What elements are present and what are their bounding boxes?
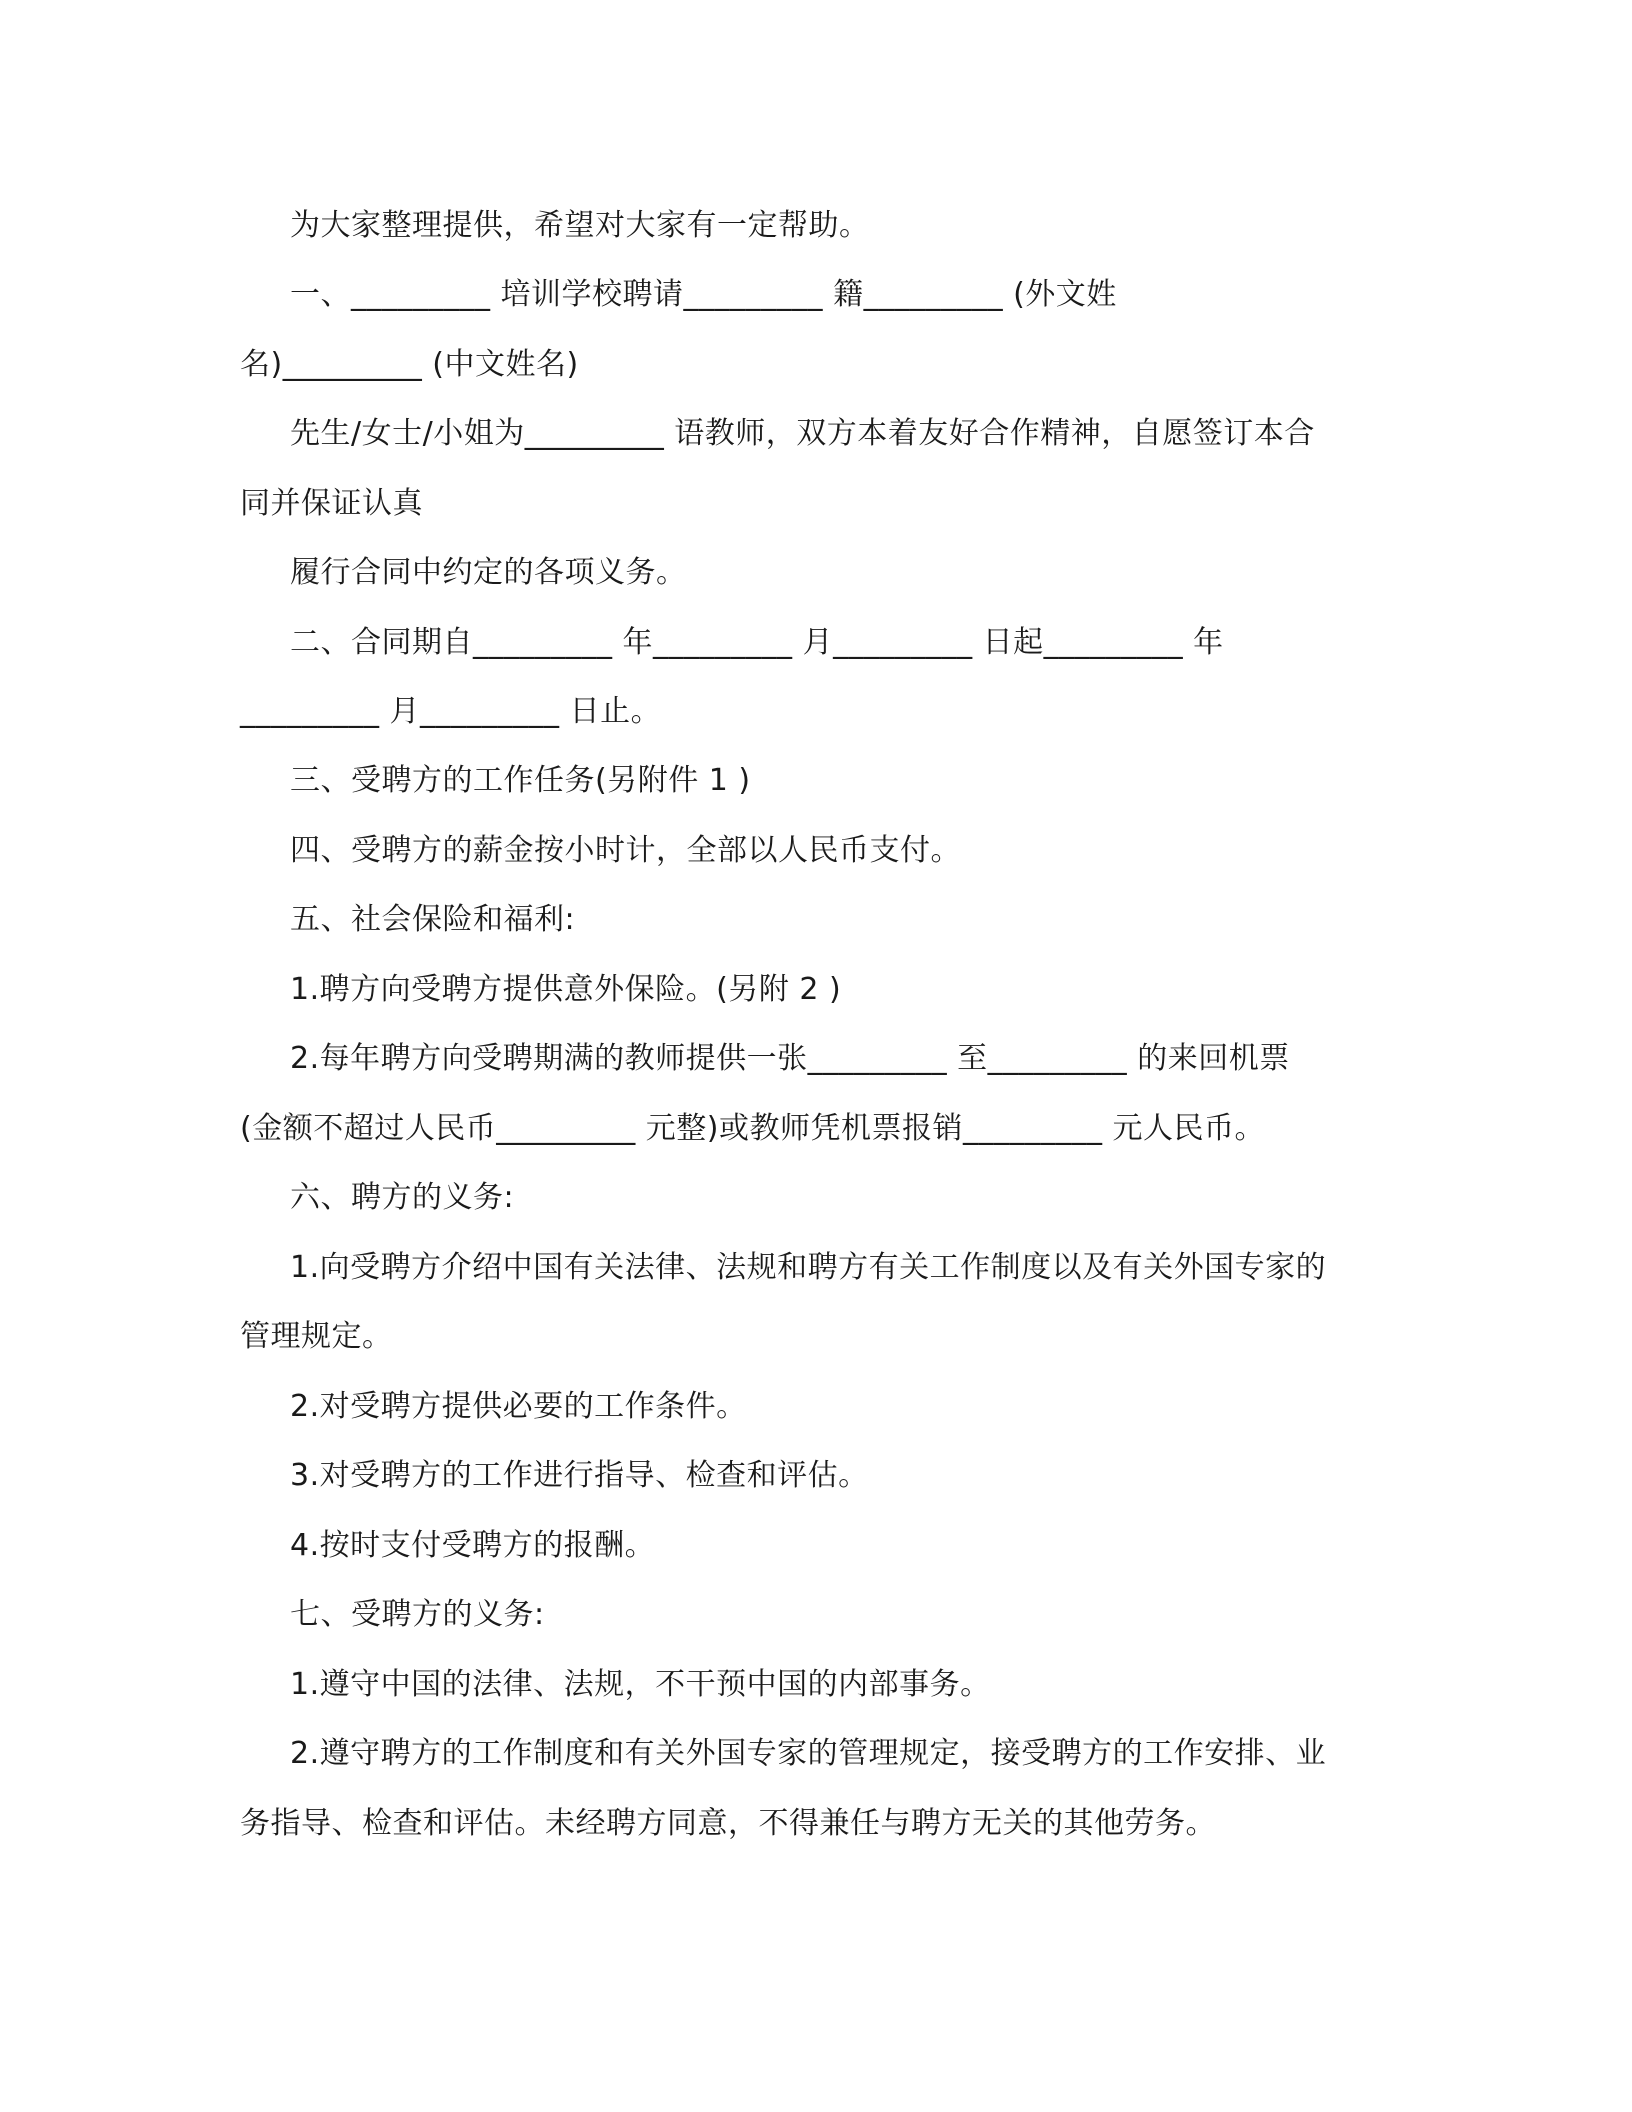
clause-6-item-3: 3.对受聘方的工作进行指导、检查和评估。 [290,1458,869,1493]
intro-line: 为大家整理提供，希望对大家有一定帮助。 [290,208,870,243]
clause-5-item-1: 1.聘方向受聘方提供意外保险。(另附 2 ) [290,972,842,1007]
clause-6-item-4: 4.按时支付受聘方的报酬。 [290,1528,656,1563]
clause-5-heading: 五、社会保险和福利: [290,902,576,937]
clause-7-item-1: 1.遵守中国的法律、法规，不干预中国的内部事务。 [290,1667,991,1702]
clause-6-item-1-line-2: 管理规定。 [240,1319,393,1354]
clause-1-line-5: 履行合同中约定的各项义务。 [290,555,687,590]
clause-5-item-2-line-2: (金额不超过人民币_________ 元整)或教师凭机票报销_________ 元人民币。 [240,1111,1265,1146]
clause-2-line-1: 二、合同期自_________ 年_________ 月_________ 日起_________ 年 [290,625,1224,660]
clause-7-heading: 七、受聘方的义务: [290,1597,545,1632]
clause-2-line-2: _________ 月_________ 日止。 [240,694,662,729]
clause-4-line: 四、受聘方的薪金按小时计，全部以人民币支付。 [290,833,961,868]
clause-1-line-2: 名)_________ (中文姓名) [240,347,579,382]
clause-5-item-2-line-1: 2.每年聘方向受聘期满的教师提供一张_________ 至_________ 的来回机票 [290,1041,1290,1076]
clause-6-heading: 六、聘方的义务: [290,1180,515,1215]
clause-6-item-1-line-1: 1.向受聘方介绍中国有关法律、法规和聘方有关工作制度以及有关外国专家的 [290,1250,1327,1285]
clause-1-line-1: 一、_________ 培训学校聘请_________ 籍_________ (外文姓 [290,277,1117,312]
clause-6-item-2: 2.对受聘方提供必要的工作条件。 [290,1389,747,1424]
clause-3-line: 三、受聘方的工作任务(另附件 1 ) [290,763,751,798]
clause-1-line-4: 同并保证认真 [240,486,423,521]
clause-7-item-2-line-2: 务指导、检查和评估。未经聘方同意，不得兼任与聘方无关的其他劳务。 [240,1806,1216,1841]
clause-1-line-3: 先生/女士/小姐为_________ 语教师，双方本着友好合作精神，自愿签订本合 [290,416,1315,451]
clause-7-item-2-line-1: 2.遵守聘方的工作制度和有关外国专家的管理规定，接受聘方的工作安排、业 [290,1736,1327,1771]
